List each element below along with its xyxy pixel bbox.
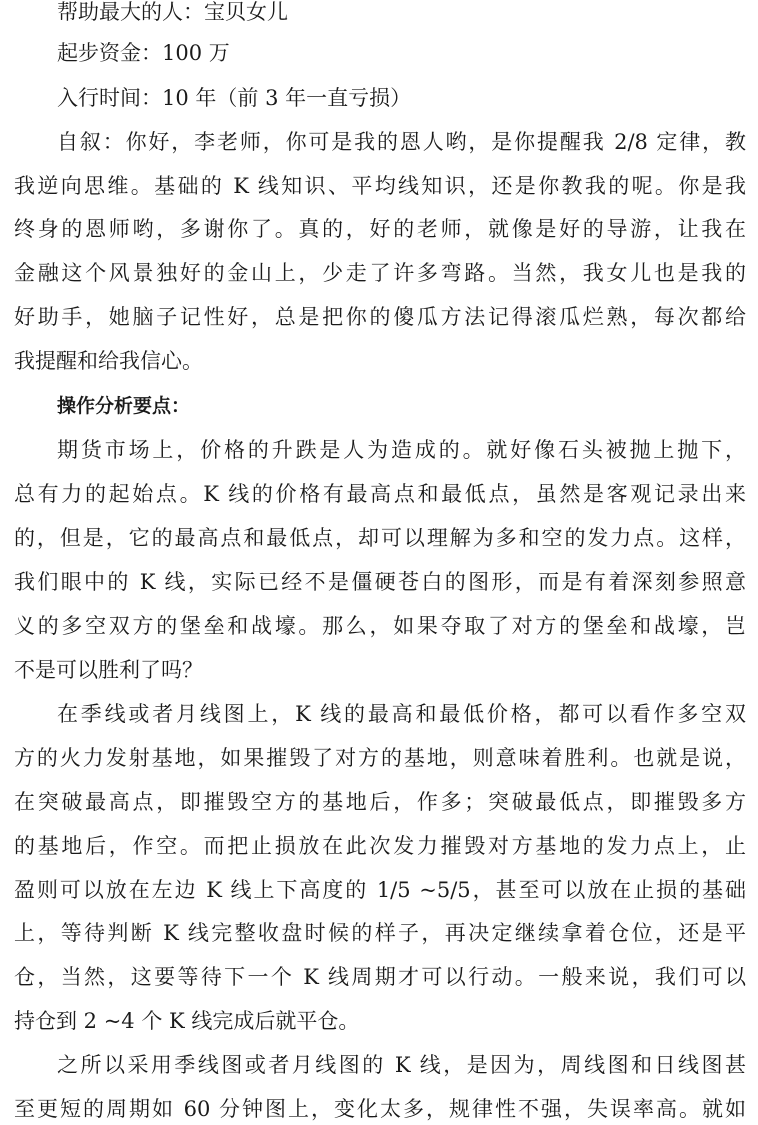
- paragraph-line: 义的多空双方的堡垒和战壕。那么，如果夺取了对方的堡垒和战壕，岂: [14, 614, 746, 638]
- paragraph-line: 不是可以胜利了吗？: [14, 658, 203, 682]
- paragraph-line: 金融这个风景独好的金山上，少走了许多弯路。当然，我女儿也是我的: [14, 261, 746, 285]
- paragraph-line: 终身的恩师哟，多谢你了。真的，好的老师，就像是好的导游，让我在: [14, 217, 746, 241]
- paragraph-line: 至更短的周期如 60 分钟图上，变化太多，规律性不强，失误率高。就如: [14, 1097, 746, 1121]
- section-heading: 操作分析要点：: [57, 395, 191, 417]
- profile-capital: 起步资金：100 万: [57, 41, 230, 65]
- paragraph-line: 总有力的起始点。K 线的价格有最高点和最低点，虽然是客观记录出来: [14, 482, 746, 506]
- paragraph-line: 的基地后，作空。而把止损放在此次发力摧毁对方基地的发力点上，止: [14, 834, 746, 858]
- paragraph-line: 期货市场上，价格的升跌是人为造成的。就好像石头被抛上抛下，: [57, 438, 746, 462]
- paragraph-line: 在突破最高点，即摧毁空方的基地后，作多；突破最低点，即摧毁多方: [14, 790, 746, 814]
- paragraph-line: 上，等待判断 K 线完整收盘时候的样子，再决定继续拿着仓位，还是平: [14, 921, 746, 945]
- paragraph-line: 我逆向思维。基础的 K 线知识、平均线知识，还是你教我的呢。你是我: [14, 174, 746, 198]
- paragraph-line: 的，但是，它的最高点和最低点，却可以理解为多和空的发力点。这样，: [14, 526, 746, 550]
- profile-helper: 帮助最大的人：宝贝女儿: [57, 0, 288, 24]
- paragraph-line: 自叙：你好，李老师，你可是我的恩人哟，是你提醒我 2/8 定律，教: [57, 130, 746, 154]
- paragraph-line: 持仓到 2 ~4 个 K 线完成后就平仓。: [14, 1009, 360, 1033]
- paragraph-line: 在季线或者月线图上，K 线的最高和最低价格，都可以看作多空双: [57, 702, 746, 726]
- paragraph-line: 方的火力发射基地，如果摧毁了对方的基地，则意味着胜利。也就是说，: [14, 746, 746, 770]
- paragraph-line: 我提醒和给我信心。: [14, 349, 203, 373]
- profile-years: 入行时间：10 年（前 3 年一直亏损）: [57, 86, 412, 110]
- paragraph-line: 盈则可以放在左边 K 线上下高度的 1/5 ~5/5，甚至可以放在止损的基础: [14, 878, 746, 902]
- paragraph-line: 好助手，她脑子记性好，总是把你的傻瓜方法记得滚瓜烂熟，每次都给: [14, 305, 746, 329]
- paragraph-line: 仓，当然，这要等待下一个 K 线周期才可以行动。一般来说，我们可以: [14, 965, 746, 989]
- paragraph-line: 我们眼中的 K 线，实际已经不是僵硬苍白的图形，而是有着深刻参照意: [14, 570, 746, 594]
- paragraph-line: 之所以采用季线图或者月线图的 K 线，是因为，周线图和日线图甚: [57, 1053, 746, 1077]
